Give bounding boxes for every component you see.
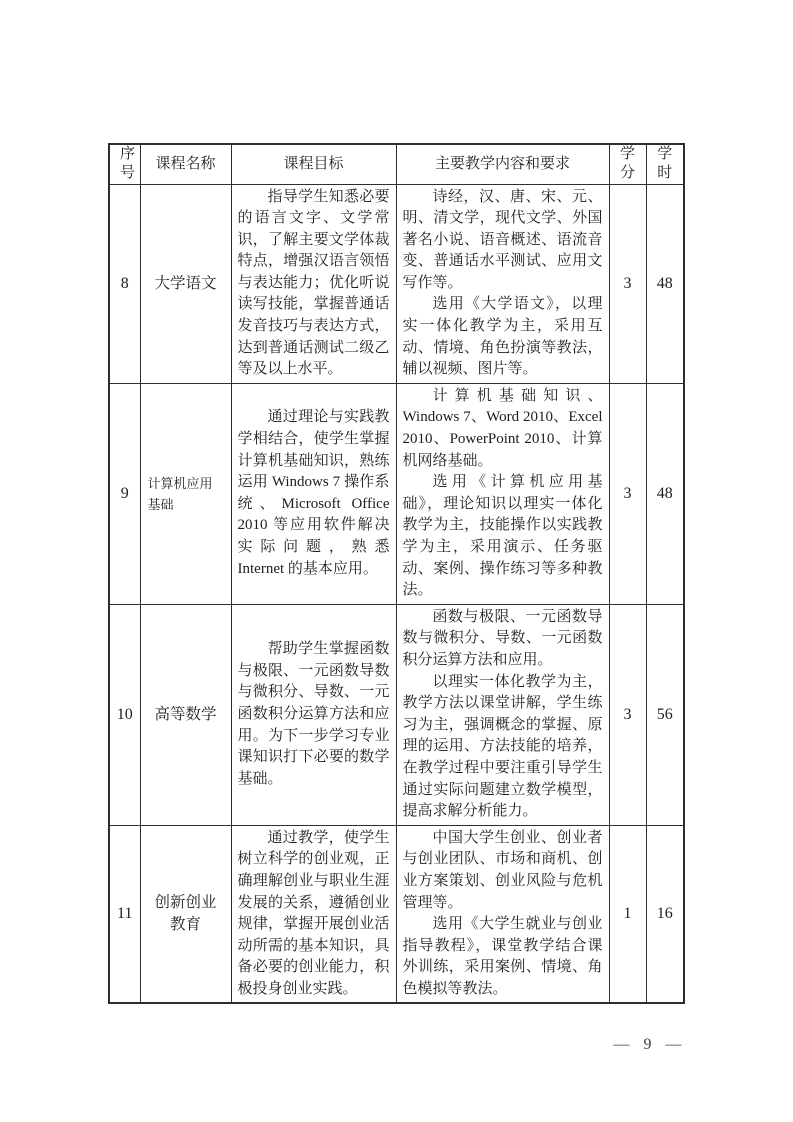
header-index: 序号 <box>109 144 140 184</box>
cell-objective <box>231 184 396 383</box>
cell-index: 11 <box>109 825 140 1003</box>
table-row <box>109 383 684 604</box>
header-content: 主要教学内容和要求 <box>396 144 609 184</box>
content-paragraph: 诗经，汉、唐、宋、元、明、清文学，现代文学、外国著名小说、语音概述、语流音变、普通话水平测试、应用文写作等。 <box>402 188 603 291</box>
cell-course-name: 大学语文 <box>140 184 231 383</box>
cell-credits: 3 <box>609 383 646 604</box>
cell-hours: 56 <box>646 604 684 825</box>
course-plan-table <box>108 143 685 1004</box>
cell-content <box>396 184 609 383</box>
cell-objective <box>231 825 396 1003</box>
cell-content <box>396 604 609 825</box>
content-paragraph: 以理实一体化教学为主，教学方法以课堂讲解，学生练习为主，强调概念的掌握、原理的运用、方法技能的培养，在教学过程中要注重引导学生通过实际问题建立数学模型，提高求解分析能力。 <box>402 673 603 820</box>
cell-credits: 1 <box>609 825 646 1003</box>
objective-paragraph: 帮助学生掌握函数与极限、一元函数导数与微积分、导数、一元函数积分运算方法和应用。为下一步学习专业课知识打下必要的数学基础。 <box>237 641 390 787</box>
content-paragraph: 计算机基础知识、Windows 7、Word 2010、Excel 2010、PowerPoint 2010、计算机网络基础。 <box>402 387 603 469</box>
objective-paragraph: 指导学生知悉必要的语言文字、文学常识，了解主要文学体裁特点，增强汉语言领悟与表达能力；优化听说读写技能，掌握普通话发音技巧与表达方式，达到普通话测试二级乙等及以上水平。 <box>237 188 390 378</box>
header-objective: 课程目标 <box>231 144 396 184</box>
content-paragraph: 选用《大学语文》，以理实一体化教学为主，采用互动、情境、角色扮演等教法，辅以视频、图片等。 <box>402 296 603 378</box>
content-paragraph: 选用《大学生就业与创业指导教程》，课堂教学结合课外训练，采用案例、情境、角色模拟等教法。 <box>402 916 603 997</box>
table-row <box>109 604 684 825</box>
cell-index: 9 <box>109 383 140 604</box>
cell-hours: 48 <box>646 184 684 383</box>
cell-content <box>396 825 609 1003</box>
content-paragraph: 函数与极限、一元函数导数与微积分、导数、一元函数积分运算方法和应用。 <box>402 608 603 668</box>
header-credits: 学分 <box>609 144 646 184</box>
content-paragraph: 选用《计算机应用基础》，理论知识以理实一体化教学为主，技能操作以实践教学为主，采用演示、任务驱动、案例、操作练习等多种教法。 <box>402 474 603 599</box>
cell-hours: 16 <box>646 825 684 1003</box>
cell-objective <box>231 383 396 604</box>
header-course-name: 课程名称 <box>140 144 231 184</box>
cell-index: 8 <box>109 184 140 383</box>
header-hours: 学时 <box>646 144 684 184</box>
objective-paragraph: 通过教学，使学生树立科学的创业观，正确理解创业与职业生涯发展的关系，遵循创业规律，掌握开展创业活动所需的基本知识，具备必要的创业能力，积极投身创业实践。 <box>237 829 390 997</box>
cell-course-name: 高等数学 <box>140 604 231 825</box>
cell-credits: 3 <box>609 184 646 383</box>
content-paragraph: 中国大学生创业、创业者与创业团队、市场和商机、创业方案策划、创业风险与危机管理等。 <box>402 829 603 911</box>
cell-course-name: 计算机应用基础 <box>140 383 231 604</box>
cell-credits: 3 <box>609 604 646 825</box>
table-row <box>109 184 684 383</box>
table-row <box>109 825 684 1003</box>
page-number: — 9 — <box>613 1036 687 1053</box>
cell-index: 10 <box>109 604 140 825</box>
cell-course-name: 创新创业教育 <box>140 825 231 1003</box>
cell-content <box>396 383 609 604</box>
cell-hours: 48 <box>646 383 684 604</box>
cell-objective <box>231 604 396 825</box>
table-header-row <box>109 144 684 184</box>
objective-paragraph: 通过理论与实践教学相结合，使学生掌握计算机基础知识，熟练运用 Windows 7 操作系统、Microsoft Office 2010 等应用软件解决实际问题，熟悉 Internet 的基本应用。 <box>237 409 390 577</box>
